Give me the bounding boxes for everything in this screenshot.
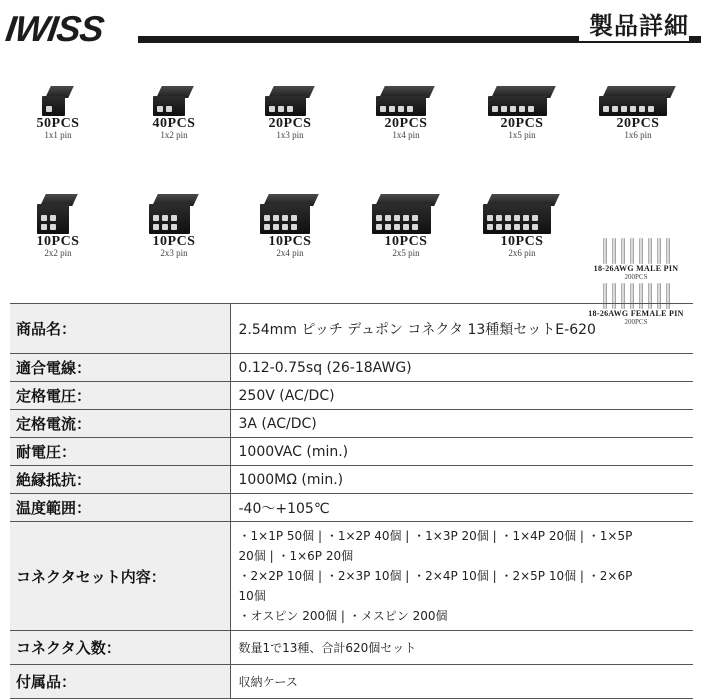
connector-housing xyxy=(37,194,79,234)
spec-value xyxy=(230,522,693,631)
crimp-pin-icon xyxy=(612,238,616,264)
spec-value: 2.54mm ピッチ デュポン コネクタ 13種類セットE-620 xyxy=(230,304,693,354)
connector-housing xyxy=(599,86,677,116)
crimp-pin-icon xyxy=(621,238,625,264)
connector-housing xyxy=(149,194,200,234)
male-pin-label: 18-26AWG MALE PIN xyxy=(593,264,679,273)
spec-value: 1000MΩ (min.) xyxy=(230,466,693,494)
spec-key: 商品名： xyxy=(10,304,230,354)
female-pin-count: 200PCS xyxy=(624,318,648,326)
connector-housing xyxy=(260,194,320,234)
product-pin-layout: 1x1 pin xyxy=(44,130,72,140)
product-qty: 50PCS xyxy=(36,116,80,131)
spec-row xyxy=(10,354,693,382)
spec-value: -40〜+105℃ xyxy=(230,494,693,522)
spec-key: 絶縁抵抗： xyxy=(10,466,230,494)
spec-row xyxy=(10,438,693,466)
spec-value-line: 10個 xyxy=(238,589,266,603)
connector-housing xyxy=(488,86,557,116)
spec-key: コネクタ入数： xyxy=(10,631,230,665)
product-item xyxy=(348,190,464,258)
product-pin-layout: 1x5 pin xyxy=(508,130,536,140)
spec-value-line: ・2×2P 10個 | ・2×3P 10個 | ・2×4P 10個 | ・2×5P 10個 | ・2×6P xyxy=(238,569,633,583)
spec-value: 0.12-0.75sq (26-18AWG) xyxy=(230,354,693,382)
crimp-pin-icon xyxy=(657,238,661,264)
product-item xyxy=(116,72,232,140)
spec-key: 定格電圧： xyxy=(10,382,230,410)
connector-housing xyxy=(372,194,441,234)
product-item xyxy=(232,190,348,258)
spec-value: 数量1で13種、合計620個セット xyxy=(230,631,693,665)
product-pin-layout: 2x2 pin xyxy=(44,248,72,258)
product-pin-layout: 1x6 pin xyxy=(624,130,652,140)
male-pin-row xyxy=(576,236,696,264)
product-qty: 40PCS xyxy=(152,116,196,131)
product-qty: 20PCS xyxy=(500,116,544,131)
product-pin-layout: 2x5 pin xyxy=(392,248,420,258)
connector-housing xyxy=(376,86,436,116)
product-qty: 20PCS xyxy=(616,116,660,131)
connector-housing xyxy=(265,86,316,116)
product-item xyxy=(464,190,580,258)
product-item xyxy=(0,190,116,258)
product-item xyxy=(0,72,116,140)
spec-key: 適合電線： xyxy=(10,354,230,382)
connector-housing xyxy=(483,194,561,234)
spec-key: 定格電流： xyxy=(10,410,230,438)
spec-key: 温度範囲： xyxy=(10,494,230,522)
product-qty: 10PCS xyxy=(36,234,80,249)
connector-housing xyxy=(153,86,195,116)
spec-value-line: 20個 | ・1×6P 20個 xyxy=(238,549,354,563)
product-pin-layout: 1x3 pin xyxy=(276,130,304,140)
spec-value: 収納ケース xyxy=(230,665,693,699)
product-pin-layout: 1x2 pin xyxy=(160,130,188,140)
spec-row xyxy=(10,466,693,494)
brand-logo: IWISS xyxy=(3,8,106,49)
spec-key: 付属品： xyxy=(10,665,230,699)
product-item xyxy=(464,72,580,140)
product-item xyxy=(116,190,232,258)
page-title: 製品詳細 xyxy=(579,6,689,41)
spec-row xyxy=(10,522,693,631)
product-qty: 20PCS xyxy=(384,116,428,131)
product-qty: 20PCS xyxy=(268,116,312,131)
product-pin-layout: 2x6 pin xyxy=(508,248,536,258)
product-qty: 10PCS xyxy=(384,234,428,249)
spec-row xyxy=(10,631,693,665)
header xyxy=(0,0,701,60)
crimp-pin-icon xyxy=(648,238,652,264)
crimp-pin-icon xyxy=(603,238,607,264)
male-pin-count: 200PCS xyxy=(624,273,648,281)
product-qty: 10PCS xyxy=(268,234,312,249)
female-pin-label: 18-26AWG FEMALE PIN xyxy=(588,309,684,318)
spec-value-line: ・オスピン 200個 | ・メスピン 200個 xyxy=(238,609,448,623)
spec-value: 3A (AC/DC) xyxy=(230,410,693,438)
product-pin-layout: 1x4 pin xyxy=(392,130,420,140)
spec-row xyxy=(10,494,693,522)
product-pin-layout: 2x4 pin xyxy=(276,248,304,258)
spec-key: コネクタセット内容： xyxy=(10,522,230,631)
crimp-pin-icon xyxy=(630,238,634,264)
crimp-pin-icon xyxy=(639,238,643,264)
spec-row xyxy=(10,410,693,438)
product-item xyxy=(232,72,348,140)
spec-value-line: ・1×1P 50個 | ・1×2P 40個 | ・1×3P 20個 | ・1×4P 20個 | ・1×5P xyxy=(238,529,633,543)
spec-value: 250V (AC/DC) xyxy=(230,382,693,410)
product-pin-layout: 2x3 pin xyxy=(160,248,188,258)
product-qty: 10PCS xyxy=(152,234,196,249)
spec-row xyxy=(10,304,693,354)
spec-row xyxy=(10,665,693,699)
connector-housing xyxy=(42,86,75,116)
spec-key: 耐電圧： xyxy=(10,438,230,466)
product-qty: 10PCS xyxy=(500,234,544,249)
spec-value: 1000VAC (min.) xyxy=(230,438,693,466)
spec-table xyxy=(10,303,693,699)
crimp-pin-icon xyxy=(666,238,670,264)
product-item xyxy=(348,72,464,140)
product-item xyxy=(580,72,696,140)
spec-row xyxy=(10,382,693,410)
